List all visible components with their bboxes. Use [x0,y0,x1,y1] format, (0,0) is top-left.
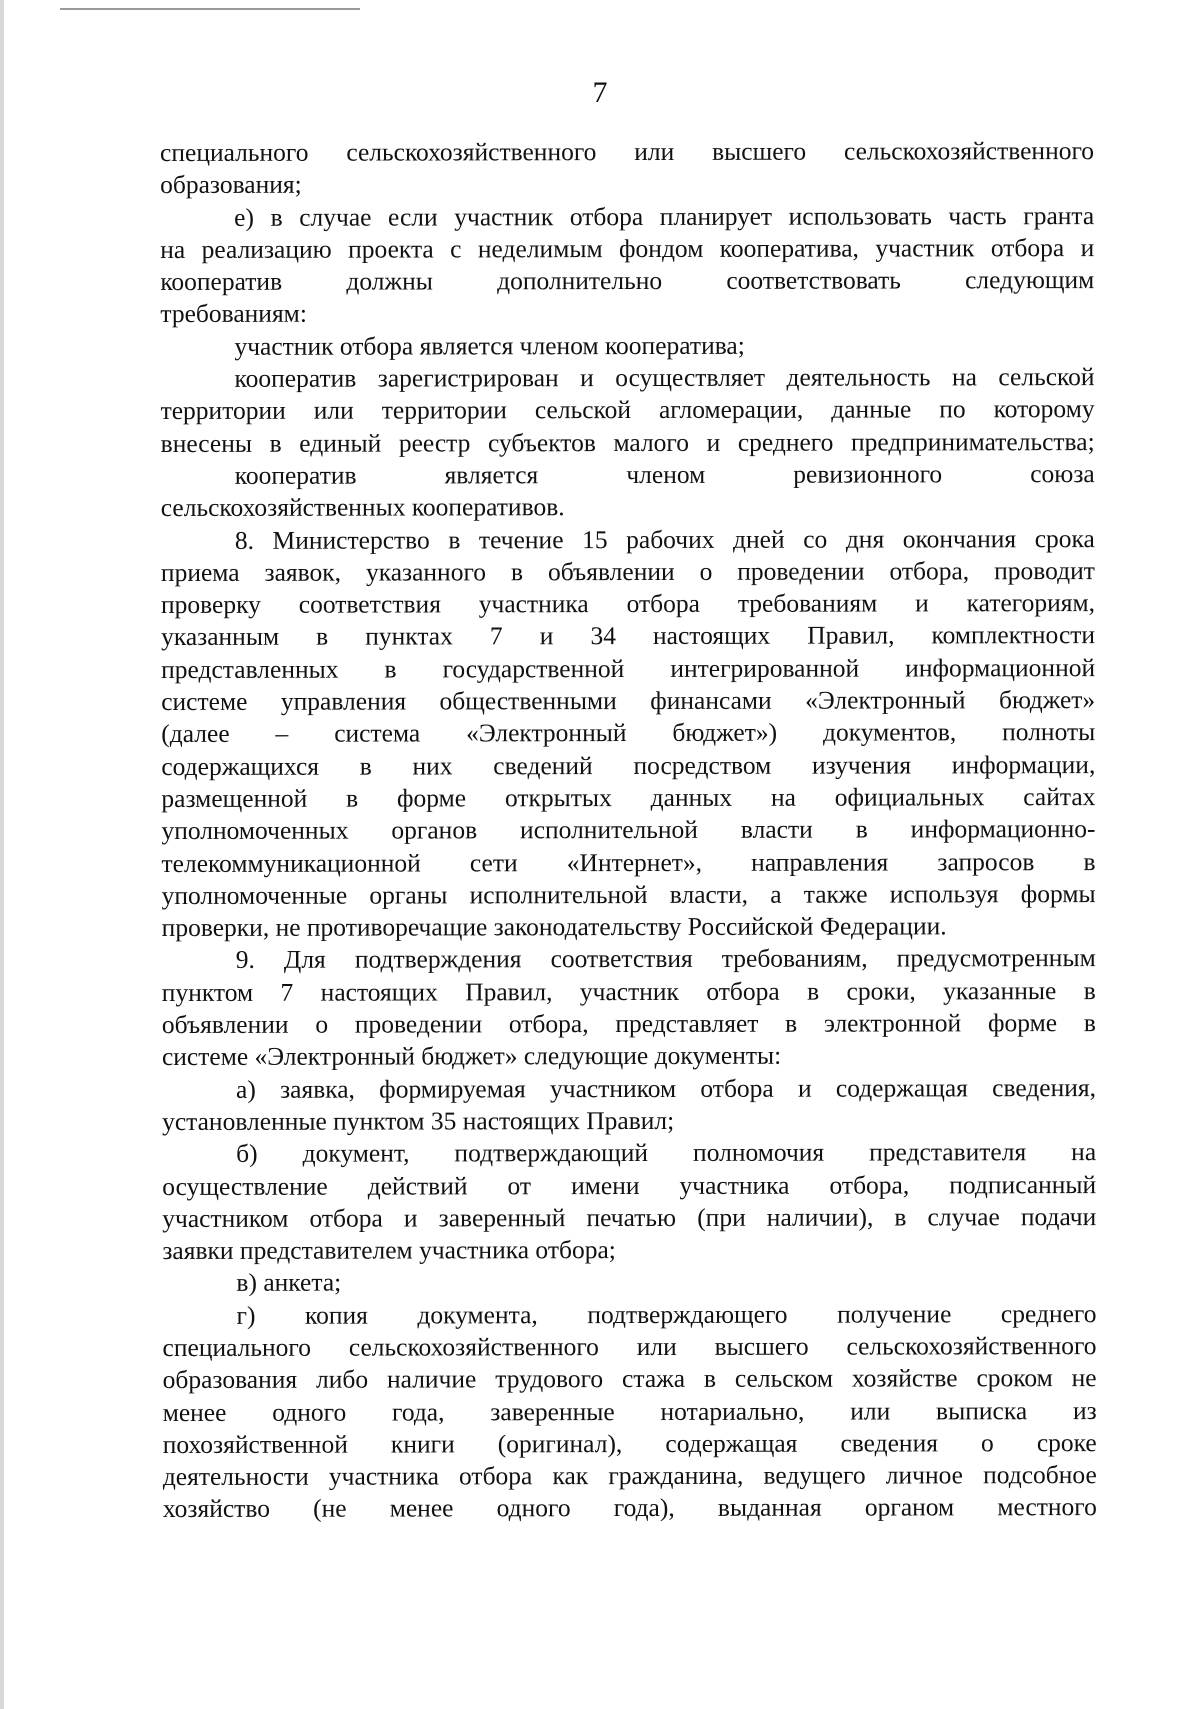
page-number: 7 [592,76,608,109]
text-line: 8. Министерство в течение 15 рабочих дней со дня окончания срока [234,523,1095,555]
text-line: участник отбора является членом кооператива; [234,330,745,361]
text-line: внесены в единый реестр субъектов малого и среднего предпринимательства; [160,426,1095,458]
text-line: пунктом 7 настоящих Правил, участник отбора в сроки, указанные в [161,975,1096,1007]
text-line: (далее – система «Электронный бюджет») документов, полноты [161,717,1096,749]
text-line: а) заявка, формируемая участником отбора и содержащая сведения, [235,1072,1097,1104]
text-line: кооператив является членом ревизионного союза [234,459,1095,490]
text-line: похозяйственной книги (оригинал), содержащая сведения о сроке [162,1427,1097,1459]
text-line: в) анкета; [236,1268,342,1298]
text-line: хозяйство (не менее одного года), выданная органом местного [162,1492,1097,1524]
text-line: требованиям: [160,299,307,329]
text-line: е) в случае если участник отбора планирует использовать часть гранта [234,200,1095,232]
text-line: сельскохозяйственных кооперативов. [160,492,565,523]
text-line: представленных в государственной интегрированной информационной [161,652,1096,684]
text-line: указанным в пунктах 7 и 34 настоящих Правил, комплектности [161,620,1096,652]
text-line: проверку соответствия участника отбора требованиям и категориям, [160,588,1096,620]
text-line: б) документ, подтверждающий полномочия представителя на [236,1137,1097,1169]
text-line: системе «Электронный бюджет» следующие документы: [161,1041,782,1072]
text-line: приема заявок, указанного в объявлении о проведении отбора, проводит [160,555,1095,587]
text-line: менее одного года, заверенные нотариально, или выписка из [162,1395,1097,1427]
text-line: специального сельскохозяйственного или высшего сельскохозяйственного [162,1331,1097,1362]
text-line: деятельности участника отбора как гражданина, ведущего личное подсобное [162,1460,1097,1492]
scan-left-edge [0,0,4,1709]
text-line: кооператив зарегистрирован и осуществляет деятельность на сельской [234,362,1095,393]
text-line: кооператив должны дополнительно соответствовать следующим [160,265,1095,297]
text-line: уполномоченных органов исполнительной власти в информационно- [161,814,1096,846]
text-line: объявлении о проведении отбора, представляет в электронной форме в [161,1008,1096,1040]
text-line: уполномоченные органы исполнительной власти, а также используя формы [161,878,1096,910]
text-line: 9. Для подтверждения соответствия требованиям, предусмотренным [235,943,1096,975]
scan-top-rule [60,8,360,10]
text-line: проверки, не противоречащие законодательству Российской Федерации. [161,911,947,943]
text-line: территории или территории сельской агломерации, данные по которому [160,394,1095,426]
text-line: системе управления общественными финансами «Электронный бюджет» [161,685,1096,717]
text-line: размещенной в форме открытых данных на официальных сайтах [161,781,1096,813]
text-line: образования; [160,170,302,200]
text-line: г) копия документа, подтверждающего получение среднего [236,1298,1097,1330]
text-line: на реализацию проекта с неделимым фондом кооператива, участник отбора и [160,232,1095,264]
text-line: телекоммуникационной сети «Интернет», направления запросов в [161,846,1096,878]
text-line: участником отбора и заверенный печатью (при наличии), в случае подачи [162,1201,1097,1233]
text-line: специального сельскохозяйственного или высшего сельскохозяйственного [160,136,1095,167]
text-line: осуществление действий от имени участника отбора, подписанный [162,1169,1097,1201]
document-body [160,135,1097,1526]
text-line: установленные пунктом 35 настоящих Правил; [162,1105,675,1136]
text-line: содержащихся в них сведений посредством изучения информации, [161,749,1096,781]
text-line: образования либо наличие трудового стажа в сельском хозяйстве сроком не [162,1363,1097,1395]
text-line: заявки представителем участника отбора; [162,1235,616,1266]
